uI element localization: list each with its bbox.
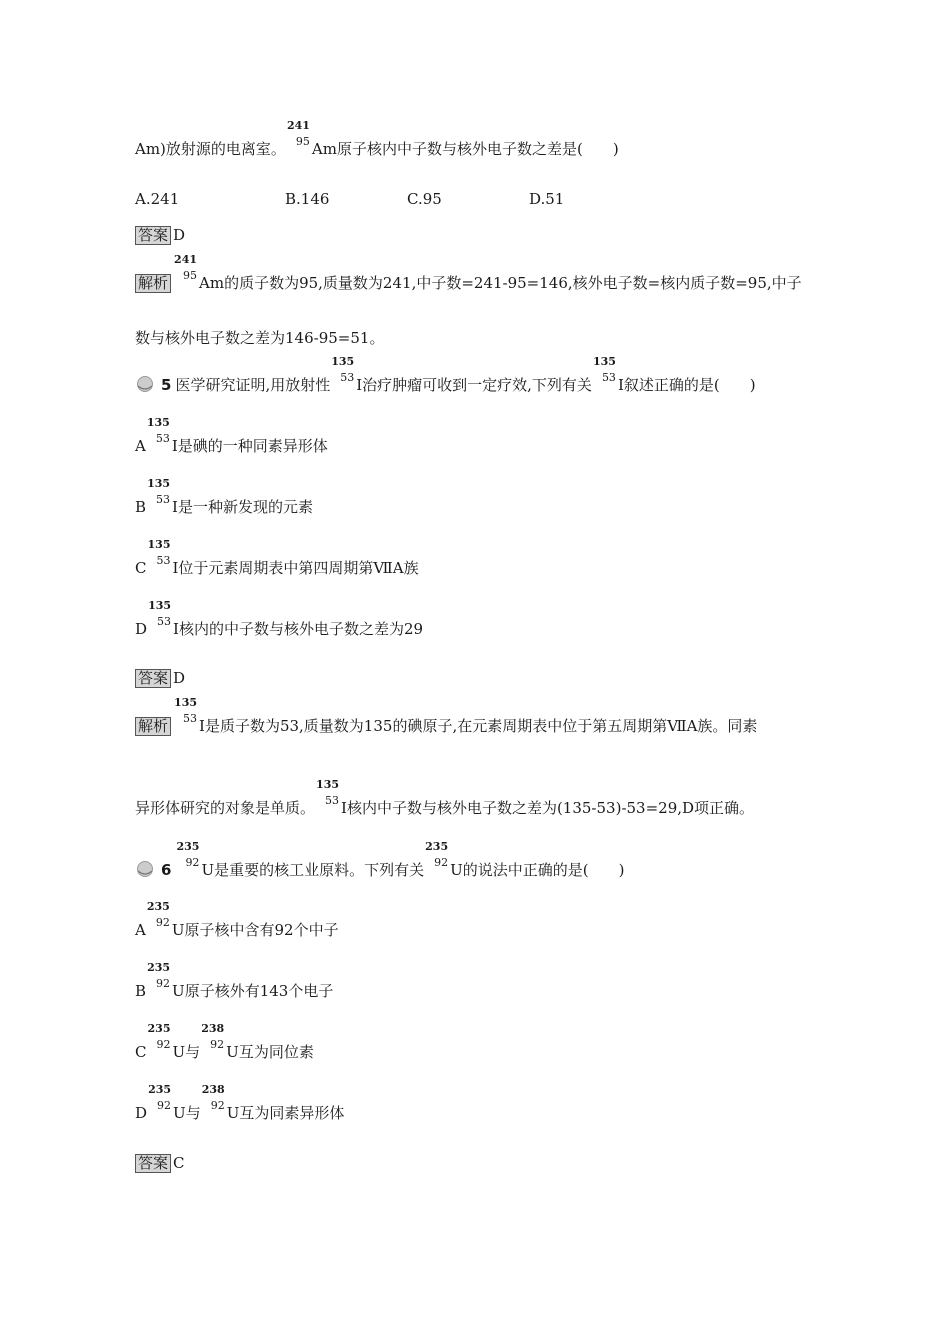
- question-marker-icon: [135, 376, 157, 392]
- q5-option-c: C 135 53 I位于元素周期表中第四周期第ⅦA族: [135, 538, 419, 577]
- analysis-tag: 解析: [135, 717, 171, 736]
- q6-option-c: C 235 92 U与 238 92 U互为同位素: [135, 1022, 314, 1061]
- isotope-u238: 238 92: [201, 1022, 225, 1051]
- isotope-am241: 241 95: [174, 253, 198, 282]
- q4-answer: 答案 D: [135, 225, 185, 245]
- option-d: D.51: [529, 190, 565, 208]
- isotope-am241: 241 95: [286, 119, 310, 148]
- isotope-u235: 235 92: [146, 900, 170, 929]
- q5-option-d: D 135 53 I核内的中子数与核外电子数之差为29: [135, 599, 424, 638]
- answer-tag: 答案: [135, 669, 171, 688]
- question-marker-icon: [135, 861, 157, 877]
- q5-stem: 5 医学研究证明,用放射性 135 53 I治疗肿瘤可收到一定疗效,下列有关 135 53 I叙述正确的是( ): [135, 370, 756, 395]
- q5-option-a: A 135 53 I是碘的一种同素异形体: [135, 416, 328, 455]
- option-a: A.241: [135, 190, 180, 208]
- answer-tag: 答案: [135, 226, 171, 245]
- isotope-i135: 135 53: [316, 778, 340, 807]
- q6-option-a: A 235 92 U原子核中含有92个中子: [135, 900, 339, 939]
- isotope-i135: 135 53: [148, 599, 172, 628]
- isotope-i135: 135 53: [147, 538, 171, 567]
- isotope-i135: 135 53: [146, 416, 170, 445]
- isotope-u235: 235 92: [176, 840, 200, 869]
- q5-analysis-line2: 异形体研究的对象是单质。 135 53 I核内中子数与核外电子数之差为(135-53)-53=29,D项正确。: [135, 778, 755, 817]
- isotope-i135: 135 53: [592, 355, 616, 384]
- option-c: C.95: [407, 190, 442, 208]
- option-b: B.146: [285, 190, 330, 208]
- isotope-u235: 235 92: [425, 840, 449, 869]
- isotope-i135: 135 53: [331, 355, 355, 384]
- q4-analysis-line1: 解析 241 95 Am的质子数为95,质量数为241,中子数=241-95=146,核外电子数=核内质子数=95,中子: [135, 268, 802, 293]
- q5-answer: 答案 D: [135, 668, 185, 688]
- isotope-i135: 135 53: [147, 477, 171, 506]
- isotope-u235: 235 92: [148, 1083, 172, 1112]
- isotope-u238: 238 92: [201, 1083, 225, 1112]
- q5-analysis-line1: 解析 135 53 I是质子数为53,质量数为135的碘原子,在元素周期表中位于第五周期第ⅦA族。同素: [135, 711, 757, 736]
- q6-option-b: B 235 92 U原子核外有143个电子: [135, 961, 334, 1000]
- answer-tag: 答案: [135, 1154, 171, 1173]
- q6-answer: 答案 C: [135, 1153, 185, 1173]
- q6-stem: 6 235 92 U是重要的核工业原料。下列有关 235 92 U的说法中正确的是( ): [135, 855, 624, 880]
- isotope-u235: 235 92: [147, 961, 171, 990]
- analysis-tag: 解析: [135, 274, 171, 293]
- isotope-u235: 235 92: [147, 1022, 171, 1051]
- q6-option-d: D 235 92 U与 238 92 U互为同素异形体: [135, 1083, 345, 1122]
- q5-option-b: B 135 53 I是一种新发现的元素: [135, 477, 313, 516]
- q4-options: [135, 189, 564, 209]
- isotope-i135: 135 53: [174, 696, 198, 725]
- q4-stem: Am)放射源的电离室。 241 95 Am原子核内中子数与核外电子数之差是( ): [135, 119, 619, 158]
- q4-analysis-line2: 数与核外电子数之差为146-95=51。: [135, 329, 385, 347]
